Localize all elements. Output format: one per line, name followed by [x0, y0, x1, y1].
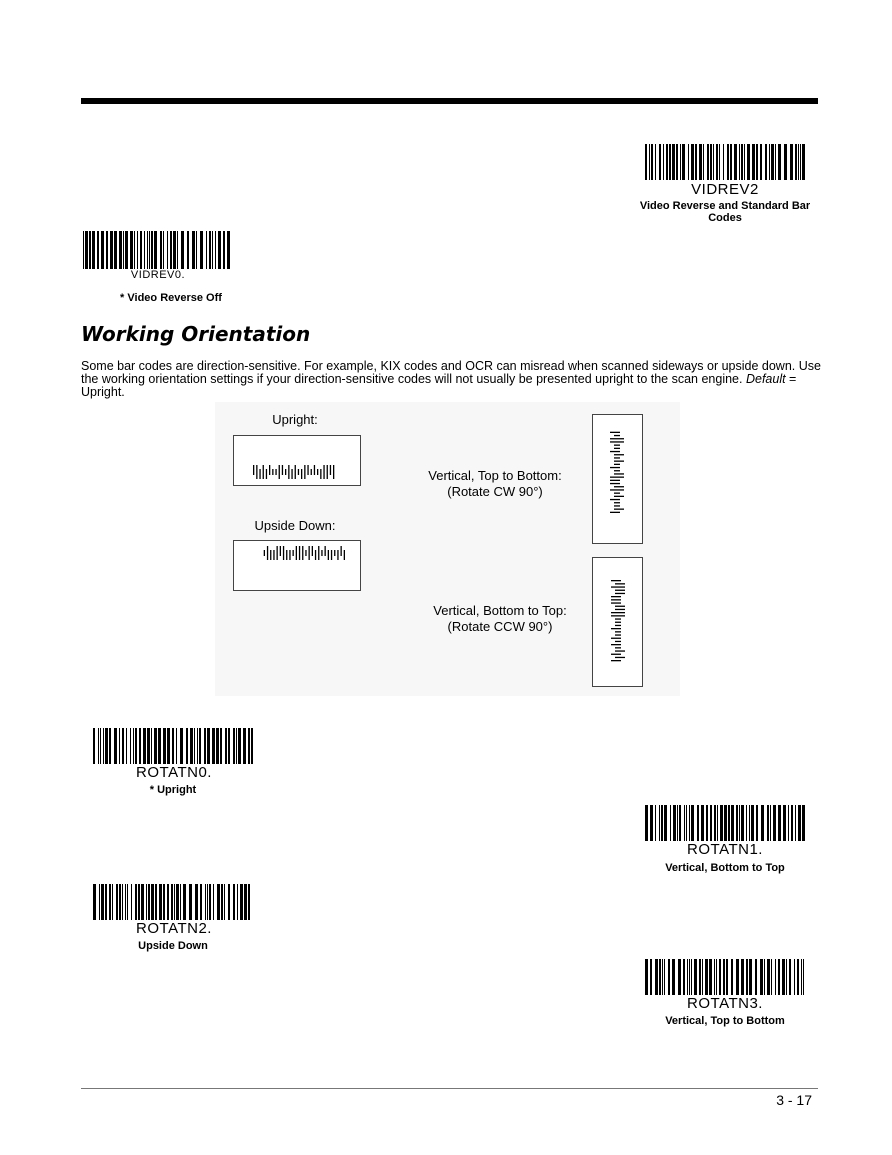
bottom-to-top-box [592, 557, 643, 687]
label-bottom-to-top-title: Vertical, Bottom to Top: [433, 603, 567, 618]
kix-vertical-cw [610, 430, 624, 514]
barcode-bars [93, 728, 253, 764]
upside-down-box [233, 540, 361, 591]
top-to-bottom-box [592, 414, 643, 544]
barcode-rotatn2[interactable] [85, 884, 263, 937]
section-body [81, 360, 821, 399]
barcode-caption: Vertical, Bottom to Top [665, 862, 785, 874]
barcode-code: VIDREV0. [130, 269, 186, 281]
kix-upright [252, 465, 336, 479]
page-number: 3 - 17 [776, 1092, 812, 1108]
label-top-to-bottom-title: Vertical, Top to Bottom: [428, 468, 562, 483]
barcode-code: ROTATN2. [136, 920, 212, 937]
barcode-bars [645, 805, 805, 841]
label-rotate-ccw: (Rotate CCW 90°) [447, 619, 553, 634]
label-rotate-cw: (Rotate CW 90°) [447, 484, 543, 499]
barcode-rotatn0[interactable] [85, 728, 263, 781]
label-bottom-to-top [420, 603, 580, 635]
barcode-bars [83, 231, 231, 269]
barcode-code: VIDREV2 [691, 181, 759, 198]
barcode-bars [645, 144, 805, 180]
barcode-code: ROTATN3. [687, 995, 763, 1012]
barcode-caption: Upside Down [138, 940, 208, 952]
barcode-caption: Video Reverse and Standard Bar Codes [639, 200, 811, 224]
barcode-rotatn1[interactable] [635, 805, 815, 858]
body-text: Some bar codes are direction-sensitive. For example, KIX codes and OCR can misread when scanned sideways or upside down. Use the working orientation settings if your direction-sensitive codes will not usually be presented upright to the scan engine. [81, 359, 821, 386]
footer-rule [81, 1088, 818, 1089]
barcode-code: ROTATN0. [136, 764, 212, 781]
section-title: Working Orientation [81, 322, 311, 346]
kix-vertical-ccw [611, 579, 625, 663]
label-top-to-bottom [415, 468, 575, 500]
barcode-bars [645, 959, 805, 995]
barcode-bars [93, 884, 253, 920]
barcode-caption: * Video Reverse Off [120, 292, 222, 304]
label-upright: Upright: [272, 412, 318, 427]
barcode-caption: * Upright [149, 784, 197, 796]
barcode-vidrev0[interactable] [83, 231, 233, 281]
barcode-code: ROTATN1. [687, 841, 763, 858]
barcode-vidrev2[interactable] [635, 144, 815, 198]
barcode-rotatn3[interactable] [635, 959, 815, 1012]
kix-upside-down [262, 546, 346, 560]
barcode-caption: Vertical, Top to Bottom [665, 1015, 785, 1027]
body-text-end: = Upright. [81, 372, 797, 399]
header-rule [81, 98, 818, 104]
upright-box [233, 435, 361, 486]
orientation-figure [215, 402, 680, 696]
body-default: Default [745, 372, 786, 386]
label-upside-down: Upside Down: [254, 518, 336, 533]
